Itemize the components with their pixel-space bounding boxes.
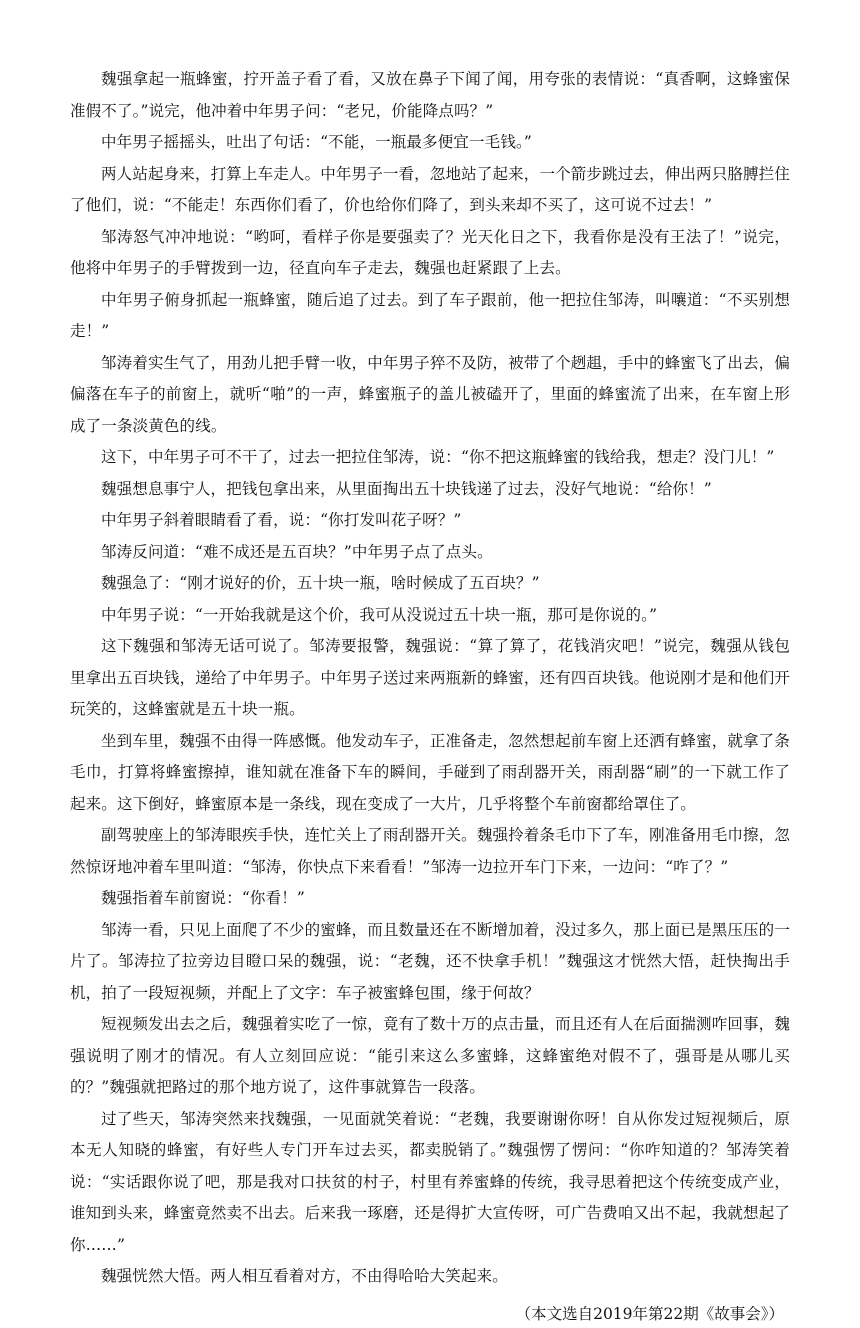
paragraph: 邹涛反问道：“难不成还是五百块？”中年男子点了点头。 [101, 542, 493, 561]
paragraph: 过了些天，邹涛突然来找魏强，一见面就笑着说：“老魏，我要谢谢你呀！自从你发过短视频后，原本无人知晓的蜂蜜，有好些人专门开车过去买，都卖脱销了。”魏强愣了愣问：“你咋知道的？邹涛笑着说：“实话跟你说了吧，那是我对口扶贫的村子，村里有养蜜蜂的传统，我寻思着把这个传统变成产业，谁知到头来，蜂蜜竟然卖不出去。后来我一琢磨，还是得扩大宣传呀，可广告费咱又出不起，我就想起了你……” [70, 1109, 790, 1254]
paragraph: 中年男子摇摇头，吐出了句话：“不能，一瓶最多便宜一毛钱。” [101, 133, 532, 151]
paragraph: 副驾驶座上的邹涛眼疾手快，连忙关上了雨刮器开关。魏强拎着条毛巾下了车，刚准备用毛巾擦，忽然惊讶地冲着车里叫道：“邹涛，你快点下来看看！”邹涛一边拉开车门下来，一边问：“咋了？” [70, 826, 790, 876]
source-note: （本文选自2019年第22期《故事会》） [515, 1304, 784, 1323]
paragraph: 魏强指着车前窗说：“你看！” [101, 889, 305, 907]
paragraph: 邹涛一看，只见上面爬了不少的蜜蜂，而且数量还在不断增加着，没过多久，那上面已是黑压压的一片了。邹涛拉了拉旁边目瞪口呆的魏强，说：“老魏，还不快拿手机！”魏强这才恍然大悟，赶快掏出手机，拍了一段短视频，并配上了文字：车子被蜜蜂包围，缘于何故？ [70, 920, 790, 1002]
paragraph: 中年男子说：“一开始我就是这个价，我可从没说过五十块一瓶，那可是你说的。” [101, 605, 658, 624]
paragraph: 坐到车里，魏强不由得一阵感慨。他发动车子，正准备走，忽然想起前车窗上还洒有蜂蜜，就拿了条毛巾，打算将蜂蜜擦掉，谁知就在准备下车的瞬间，手碰到了雨刮器开关，雨刮器“刷”的一下就工作了起来。这下倒好，蜂蜜原本是一条线，现在变成了一大片，几乎将整个车前窗都给罩住了。 [70, 731, 790, 813]
paragraph: 这下，中年男子可不干了，过去一把拉住邹涛，说：“你不把这瓶蜂蜜的钱给我，想走？没门儿！” [101, 448, 775, 466]
paragraph: 魏强急了：“刚才说好的价，五十块一瓶，啥时候成了五百块？” [101, 574, 540, 592]
paragraph: 短视频发出去之后，魏强着实吃了一惊，竟有了数十万的点击量，而且还有人在后面揣测咋回事，魏强说明了刚才的情况。有人立刻回应说：“能引来这么多蜜蜂，这蜂蜜绝对假不了，强哥是从哪儿买的？”魏强就把路过的那个地方说了，这件事就算告一段落。 [70, 1015, 790, 1096]
paragraph: 魏强想息事宁人，把钱包拿出来，从里面掏出五十块钱递了过去，没好气地说：“给你！” [101, 479, 712, 498]
paragraph: 邹涛着实生气了，用劲儿把手臂一收，中年男子猝不及防，被带了个趔趄，手中的蜂蜜飞了出去，偏偏落在车子的前窗上，就听“啪”的一声，蜂蜜瓶子的盖儿被磕开了，里面的蜂蜜流了出来，在车窗上形成了一条淡黄色的线。 [70, 353, 790, 435]
paragraph: 魏强拿起一瓶蜂蜜，拧开盖子看了看，又放在鼻子下闻了闻，用夸张的表情说：“真香啊，这蜂蜜保准假不了。”说完，他冲着中年男子问：“老兄，价能降点吗？” [70, 70, 790, 120]
paragraph: 邹涛怒气冲冲地说：“哟呵，看样子你是要强卖了？光天化日之下，我看你是没有王法了！”说完，他将中年男子的手臂拨到一边，径直向车子走去，魏强也赶紧跟了上去。 [70, 227, 790, 277]
paragraph: 中年男子俯身抓起一瓶蜂蜜，随后追了过去。到了车子跟前，他一把拉住邹涛，叫嚷道：“不买别想走！” [70, 290, 790, 340]
paragraph: 这下魏强和邹涛无话可说了。邹涛要报警，魏强说：“算了算了，花钱消灾吧！”说完，魏强从钱包里拿出五百块钱，递给了中年男子。中年男子送过来两瓶新的蜂蜜，还有四百块钱。他说刚才是和他们开玩笑的，这蜂蜜就是五十块一瓶。 [70, 637, 790, 718]
paragraph: 中年男子斜着眼睛看了看，说：“你打发叫花子呀？” [101, 511, 462, 529]
paragraph: 两人站起身来，打算上车走人。中年男子一看，忽地站了起来，一个箭步跳过去，伸出两只胳膊拦住了他们，说：“不能走！东西你们看了，价也给你们降了，到头来却不买了，这可说不过去！” [70, 164, 790, 214]
article-body [70, 64, 790, 1293]
paragraph: 魏强恍然大悟。两人相互看着对方，不由得哈哈大笑起来。 [101, 1267, 508, 1285]
